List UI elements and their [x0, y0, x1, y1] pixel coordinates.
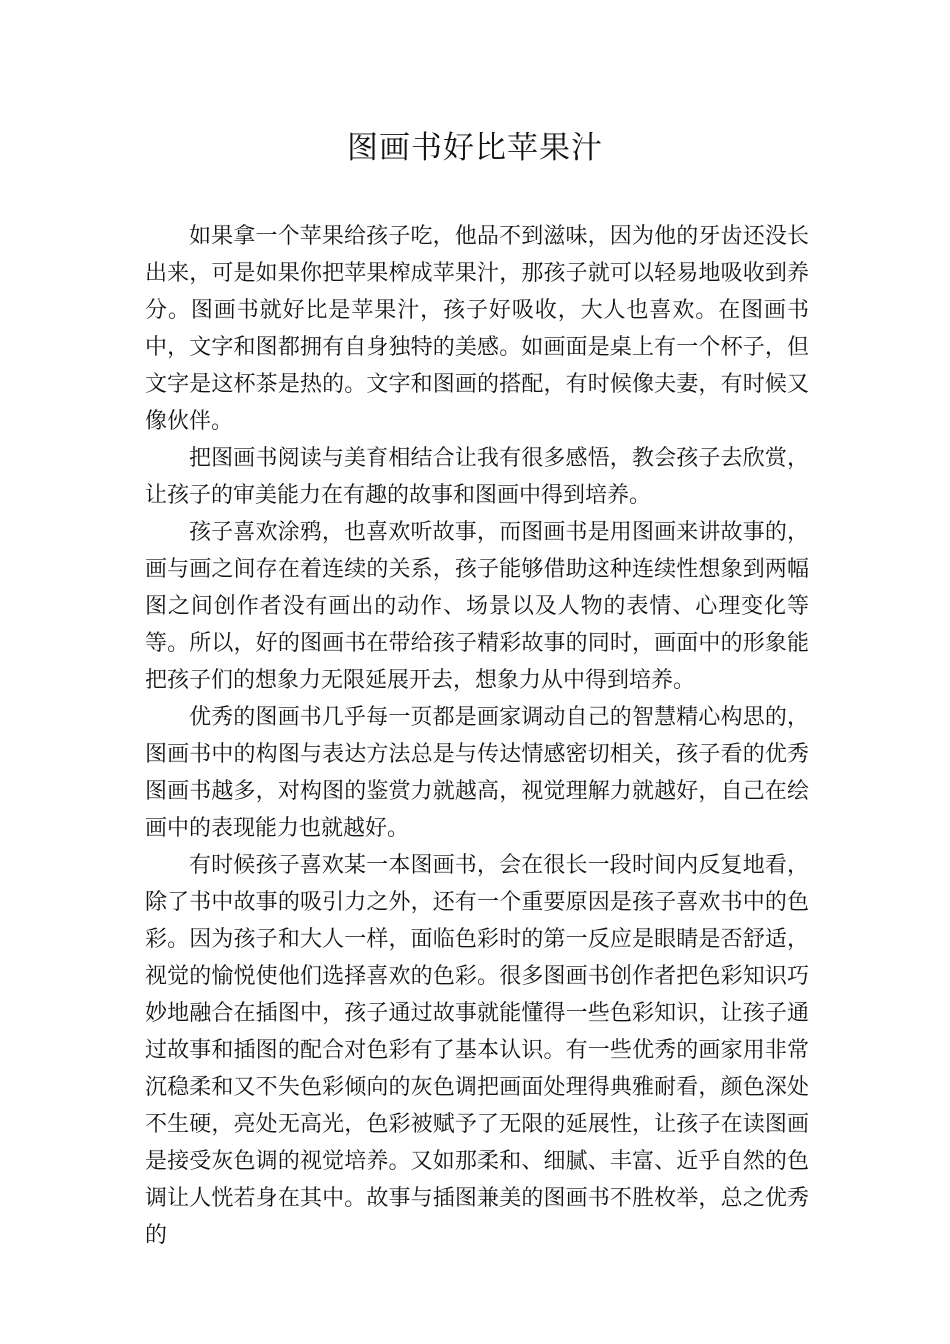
- document-body: [145, 218, 809, 1254]
- paragraph: 有时候孩子喜欢某一本图画书，会在很长一段时间内反复地看，除了书中故事的吸引力之外，还有一个重要原因是孩子喜欢书中的色彩。因为孩子和大人一样，面临色彩时的第一反应是眼睛是否舒适，视觉的愉悦使他们选择喜欢的色彩。很多图画书创作者把色彩知识巧妙地融合在插图中，孩子通过故事就能懂得一些色彩知识，让孩子通过故事和插图的配合对色彩有了基本认识。有一些优秀的画家用非常沉稳柔和又不失色彩倾向的灰色调把画面处理得典雅耐看，颜色深处不生硬，亮处无高光，色彩被赋予了无限的延展性，让孩子在读图画是接受灰色调的视觉培养。又如那柔和、细腻、丰富、近乎自然的色调让人恍若身在其中。故事与插图兼美的图画书不胜枚举，总之优秀的: [145, 853, 809, 1248]
- paragraph: 如果拿一个苹果给孩子吃，他品不到滋味，因为他的牙齿还没长出来，可是如果你把苹果榨成苹果汁，那孩子就可以轻易地吸收到养分。图画书就好比是苹果汁，孩子好吸收，大人也喜欢。在图画书中，文字和图都拥有自身独特的美感。如画面是桌上有一个杯子，但文字是这杯茶是热的。文字和图画的搭配，有时候像夫妻，有时候又像伙伴。: [145, 224, 809, 434]
- paragraph: 孩子喜欢涂鸦，也喜欢听故事，而图画书是用图画来讲故事的，画与画之间存在着连续的关系，孩子能够借助这种连续性想象到两幅图之间创作者没有画出的动作、场景以及人物的表情、心理变化等等。所以，好的图画书在带给孩子精彩故事的同时，画面中的形象能把孩子们的想象力无限延展开去，想象力从中得到培养。: [145, 520, 809, 693]
- document-title: 图画书好比苹果汁: [347, 130, 603, 166]
- paragraph: 把图画书阅读与美育相结合让我有很多感悟，教会孩子去欣赏，让孩子的审美能力在有趣的故事和图画中得到培养。: [145, 446, 809, 508]
- paragraph: 优秀的图画书几乎每一页都是画家调动自己的智慧精心构思的，图画书中的构图与表达方法总是与传达情感密切相关，孩子看的优秀图画书越多，对构图的鉴赏力就越高，视觉理解力就越好，自己在绘画中的表现能力也就越好。: [145, 705, 809, 841]
